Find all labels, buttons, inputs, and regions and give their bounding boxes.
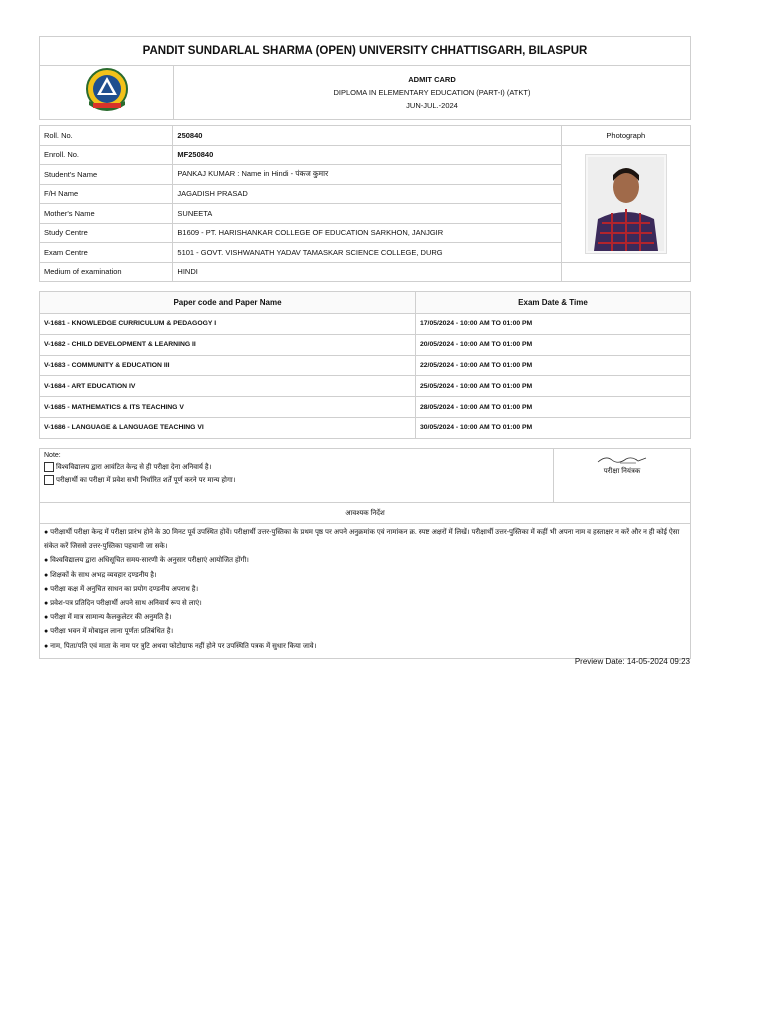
checkbox-icon	[44, 475, 54, 485]
detail-value: HINDI	[173, 262, 561, 282]
preview-date: Preview Date: 14-05-2024 09:23	[574, 657, 690, 666]
instruction-item: ● परीक्षा भवन में मोबाइल लाना पूर्णतः प्रतिबंधित है।	[44, 628, 174, 636]
paper-name: V-1684 - ART EDUCATION IV	[40, 376, 416, 397]
admit-card-heading	[174, 66, 691, 120]
controller-cell	[554, 449, 691, 503]
detail-value: B1609 - PT. HARISHANKAR COLLEGE OF EDUCATION SARKHON, JANJGIR	[173, 223, 561, 243]
paper-name: V-1683 - COMMUNITY & EDUCATION III	[40, 355, 416, 376]
detail-value: 5101 - GOVT. VISHWANATH YADAV TAMASKAR SCIENCE COLLEGE, DURG	[173, 243, 561, 263]
paper-name: V-1681 - KNOWLEDGE CURRICULUM & PEDAGOGY I	[40, 314, 416, 335]
university-seal-icon	[83, 67, 131, 113]
detail-value: MF250840	[173, 145, 561, 165]
detail-value: SUNEETA	[173, 204, 561, 224]
paper-name: V-1682 - CHILD DEVELOPMENT & LEARNING II	[40, 334, 416, 355]
instruction-item: ● विश्वविद्यालय द्वारा अधिसूचित समय-सारणी के अनुसार परीक्षाएं आयोजित होंगी।	[44, 557, 249, 565]
instruction-item: ● प्रवेश-पत्र प्रतिदिन परीक्षार्थी अपने साथ अनिवार्य रूप से लाएं।	[44, 600, 202, 608]
signature-icon	[592, 453, 652, 465]
student-details-table	[39, 125, 691, 282]
controller-title: परीक्षा नियंत्रक	[603, 468, 641, 475]
note-cell	[40, 449, 554, 503]
paper-column-header: Paper code and Paper Name	[40, 292, 416, 314]
detail-row	[40, 145, 691, 165]
exam-session: JUN-JUL.-2024	[406, 101, 458, 110]
exam-date: 17/05/2024 - 10:00 AM TO 01:00 PM	[416, 314, 691, 335]
note-label: Note:	[44, 452, 61, 459]
detail-label: Student's Name	[40, 165, 173, 185]
instructions-body	[40, 524, 691, 659]
papers-table	[39, 291, 691, 439]
exam-date: 22/05/2024 - 10:00 AM TO 01:00 PM	[416, 355, 691, 376]
instruction-item: ● परीक्षा कक्ष में अनुचित साधन का प्रयोग दण्डनीय अपराध है।	[44, 585, 199, 593]
note-item	[44, 475, 549, 485]
table-row	[40, 314, 691, 335]
card-title: ADMIT CARD	[408, 75, 456, 84]
instructions-title: आवश्यक निर्देश	[40, 503, 691, 524]
exam-date: 28/05/2024 - 10:00 AM TO 01:00 PM	[416, 397, 691, 418]
detail-row	[40, 126, 691, 146]
detail-label: F/H Name	[40, 184, 173, 204]
student-photo	[585, 154, 667, 254]
papers-header-row	[40, 292, 691, 314]
detail-label: Medium of examination	[40, 262, 173, 282]
exam-date: 25/05/2024 - 10:00 AM TO 01:00 PM	[416, 376, 691, 397]
instruction-item: ● परीक्षा में मात्र सामान्य कैलकुलेटर की अनुमति है।	[44, 614, 172, 622]
paper-name: V-1686 - LANGUAGE & LANGUAGE TEACHING VI	[40, 417, 416, 438]
checkbox-icon	[44, 462, 54, 472]
table-row	[40, 355, 691, 376]
note-text: परीक्षार्थी का परीक्षा में प्रवेश सभी निर्धारित शर्तें पूर्ण करने पर मान्य होगा।	[56, 476, 236, 484]
empty-cell	[561, 262, 690, 282]
date-column-header: Exam Date & Time	[416, 292, 691, 314]
note-text: विश्वविद्यालय द्वारा आवंटित केन्द्र से ही परीक्षा देना अनिवार्य है।	[56, 463, 212, 471]
logo-cell	[40, 66, 174, 120]
instruction-item: ● नाम, पिता/पति एवं माता के नाम पर त्रुटि अथवा फोटोग्राफ नहीं होने पर उपस्थिति पत्रक में सुधार किया जावे।	[44, 642, 317, 650]
table-row	[40, 417, 691, 438]
paper-name: V-1685 - MATHEMATICS & ITS TEACHING V	[40, 397, 416, 418]
notes-table	[39, 448, 691, 659]
detail-value: PANKAJ KUMAR : Name in Hindi - पंकज कुमार	[173, 165, 561, 185]
detail-value: JAGADISH PRASAD	[173, 184, 561, 204]
photo-label: Photograph	[561, 126, 690, 146]
table-row	[40, 376, 691, 397]
detail-row	[40, 262, 691, 282]
note-item	[44, 462, 549, 472]
header-table	[39, 36, 691, 120]
photo-cell	[561, 145, 690, 262]
table-row	[40, 334, 691, 355]
university-title: PANDIT SUNDARLAL SHARMA (OPEN) UNIVERSITY CHHATTISGARH, BILASPUR	[40, 37, 691, 66]
instruction-item: ● शिक्षकों के साथ अभद्र व्यवहार दण्डनीय है।	[44, 571, 157, 579]
instruction-item: ● परीक्षार्थी परीक्षा केन्द्र में परीक्षा प्रारंभ होने के 30 मिनट पूर्व उपस्थित होवें। परीक्षार्थी उत्तर-पुस्तिका के प्रथम पृष्ठ पर अपने अनुक्रमांक एवं नामांकन क्र. स्पष्ट अक्षरों में लिखें। परीक्षार्थी उत्तर-पुस्तिका में कहीं भी अपना नाम व हस्ताक्षर न करें और न ही कोई ऐसा संकेत करें जिससे उत्तर-पुस्तिका पहचानी जा सके।	[44, 529, 680, 551]
detail-label: Mother's Name	[40, 204, 173, 224]
exam-date: 20/05/2024 - 10:00 AM TO 01:00 PM	[416, 334, 691, 355]
exam-date: 30/05/2024 - 10:00 AM TO 01:00 PM	[416, 417, 691, 438]
detail-label: Enroll. No.	[40, 145, 173, 165]
detail-label: Study Centre	[40, 223, 173, 243]
table-row	[40, 397, 691, 418]
program-name: DIPLOMA IN ELEMENTARY EDUCATION (PART-I) (ATKT)	[333, 88, 531, 97]
detail-label: Roll. No.	[40, 126, 173, 146]
student-photo-icon	[588, 157, 664, 251]
detail-label: Exam Centre	[40, 243, 173, 263]
detail-value: 250840	[173, 126, 561, 146]
